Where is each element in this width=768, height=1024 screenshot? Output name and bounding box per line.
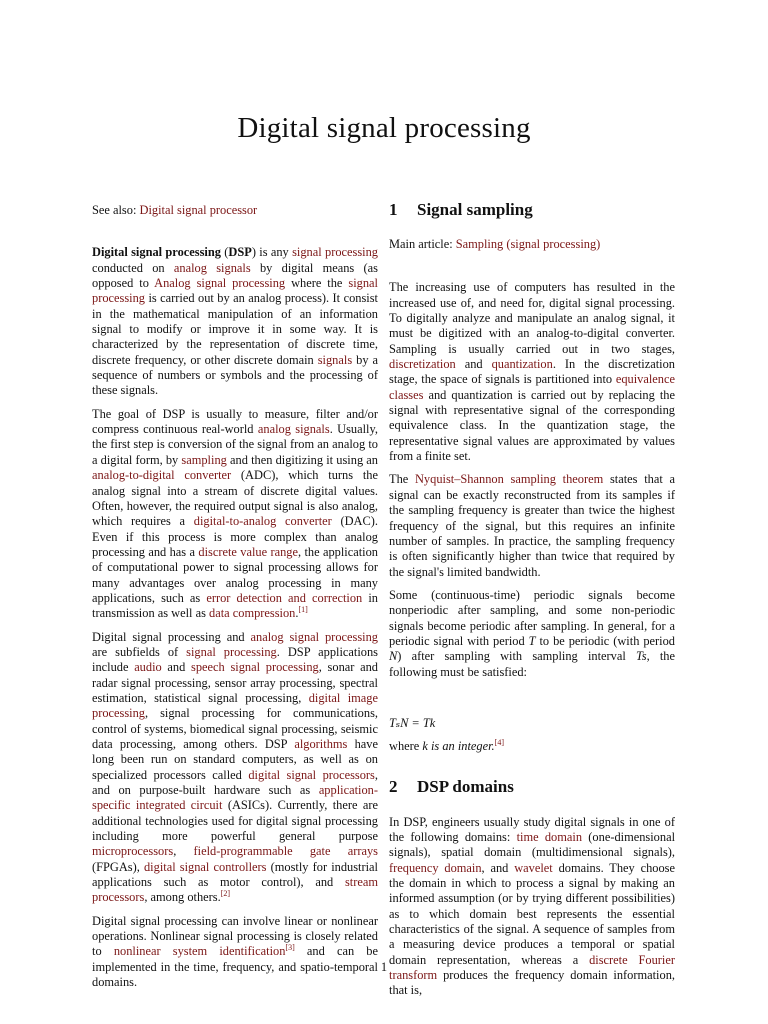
inline-link[interactable]: digital signal controllers [143,859,267,874]
text-run: (mostly for industrial applications such as motor control), and [92,859,378,890]
bold-term: Digital signal processing [92,245,221,260]
inline-link[interactable]: discrete value range [198,544,298,559]
citation-link[interactable]: [1] [298,605,308,615]
inline-link[interactable]: digital signal processors [248,767,375,782]
sampling-paragraph [389,280,675,464]
inline-link[interactable]: frequency domain [389,860,482,875]
citation-link[interactable]: [3] [285,943,295,953]
inline-link[interactable]: data compression [209,606,296,621]
text-run: by digital means (as opposed to [92,260,378,291]
text-run: . Usually, the first step is conversion of the signal from an analog to a digital form, by [92,422,378,467]
text-run: (DAC). Even if this process is more complex than analog processing and has a [92,514,378,559]
text-run: , and [481,860,515,875]
text-run: in transmission as well as [92,590,378,621]
text-run: . [295,606,299,621]
text-run: Some (continuous-time) periodic signals become nonperiodic after sampling, and some non-periodic signals become periodic after sampling. In general, for a periodic signal with period [389,587,675,648]
nyquist-paragraph [389,472,675,579]
see-also-prefix: See also: [92,203,140,217]
text-run: (FPGAs), [92,859,144,874]
text-run: and [161,660,192,675]
text-run: The increasing use of computers has resulted in the increased use of, and need for, digital signal processing. To digitally analyze and manipulate an analog signal, it must be digitized with an analog-to-digital converter. Sampling is usually carried out in two stages, [389,280,675,356]
inline-link[interactable]: signals [317,352,353,367]
text-run: ) is any [251,245,293,260]
section-title: DSP domains [417,776,514,796]
inline-link[interactable]: nonlinear system identification [113,944,286,959]
inline-link[interactable]: time domain [516,829,583,844]
text-run: to be periodic (with period [535,633,675,648]
italic-text: T [528,633,536,648]
inline-link[interactable]: error detection and correction [206,590,363,605]
inline-link[interactable]: signal processing [92,276,378,306]
inline-link[interactable]: signal processing [292,245,378,260]
inline-link[interactable]: digital image processing [92,690,378,721]
citation-link[interactable]: [2] [220,889,231,899]
text-run: and then digitizing it using an [226,452,378,467]
section-number: 2 [389,776,398,796]
inline-link[interactable]: application-specific integrated circuit [92,783,378,813]
text-run: where [389,739,423,754]
right-column [389,200,675,1007]
inline-link[interactable]: discrete Fourier transform [389,952,675,983]
italic-text: N [389,649,398,664]
text-run: , signal processing for communications, control of systems, biomedical signal processing, seismic data processing, among others. DSP [92,706,378,751]
text-run: and can be implemented in the time, frequency, and spatio-temporal domains. [92,944,378,990]
inline-link[interactable]: quantization [491,357,553,372]
inline-link[interactable]: analog-to-digital converter [92,468,232,483]
text-run: The [389,472,415,487]
text-run: states that a signal can be exactly reconstructed from its samples if the sampling frequency is greater than twice the highest frequency of the signal, but this requires an infinite number of samples. In practice, the sampling frequency is often significantly higher than twice that required by the signal's limited bandwidth. [389,472,675,579]
text-run: Digital signal processing and [92,629,251,644]
text-run: are subfields of [92,644,187,659]
text-run: have long been run on standard computers, as well as on specialized processors called [92,737,378,782]
citation-link[interactable]: [4] [494,738,504,748]
text-run: , the application of computational power to signal processing allows for many advantages over analog processing in many applications, such as [92,544,378,605]
section-heading-signal-sampling [389,200,675,220]
inline-link[interactable]: equivalence classes [389,372,675,402]
text-run: domains. They choose the domain in which to process a signal by making an informed assumption (or by trying different possibilities) as to which domain best represents the essential characteristics of the signal. A sequence of samples from a measuring device produces a temporal or spatial domain representation, whereas a [389,860,675,967]
text-run: by a sequence of numbers or symbols and the processing of these signals. [92,352,378,398]
integer-note [389,739,675,754]
inline-link[interactable]: stream processors [92,875,378,905]
italic-text: k is an integer. [422,739,495,754]
text-run: and [455,357,492,372]
inline-link[interactable]: sampling [181,452,227,467]
text-run: . In the discretization stage, the space of signals is partitioned into [389,357,675,387]
inline-link[interactable]: analog signals [257,422,330,437]
text-run: conducted on [92,260,174,275]
section-number: 1 [389,200,398,219]
text-run: . DSP applications include [92,644,378,675]
inline-link[interactable]: Nyquist–Shannon sampling theorem [414,472,604,487]
left-column [92,203,378,999]
inline-link[interactable]: discretization [389,357,456,372]
page-title: Digital signal processing [237,112,531,144]
text-run: is carried out by an analog process). It consist in the mathematical manipulation of an information signal to modify or improve it in some way. It is characterized by the representation of discrete time, discrete frequency, or other discrete domain [92,291,378,367]
inline-link[interactable]: field-programmable gate arrays [193,844,378,859]
dsp-goal-paragraph [92,407,378,622]
page-number: 1 [380,960,388,974]
inline-link[interactable]: algorithms [294,737,348,751]
text-run: where the [285,276,349,291]
text-run: , and on purpose-built hardware such as [92,767,378,798]
periodic-paragraph [389,588,675,680]
see-also-link[interactable]: Digital signal processor [139,203,258,217]
main-article-prefix: Main article: [389,237,456,251]
inline-link[interactable]: microprocessors [92,844,174,859]
inline-link[interactable]: audio [134,660,162,675]
text-run: produces the frequency domain information, that is, [389,968,675,998]
sampling-formula: TₛN = Tk [389,715,436,730]
intro-paragraph [92,245,378,398]
see-also-note [92,203,378,218]
main-article-link[interactable]: Sampling (signal processing) [455,237,601,251]
text-run: (ASICs). Currently, there are additional technologies used for digital signal processing including more powerful general purpose [92,798,378,844]
inline-link[interactable]: digital-to-analog converter [193,514,332,529]
text-run: , [173,844,194,859]
inline-link[interactable]: speech signal processing [191,660,319,675]
inline-link[interactable]: Analog signal processing [154,276,286,291]
text-run: ( [220,245,229,260]
inline-link[interactable]: signal processing [186,644,277,659]
section-title: Signal sampling [417,200,533,219]
text-run: In DSP, engineers usually study digital signals in one of the following domains: [389,814,675,844]
italic-text: Ts [635,649,647,664]
text-run: (one-dimensional signals), spatial domain (multidimensional signals), [389,829,676,860]
section-heading-dsp-domains [389,777,675,797]
text-run: The goal of DSP is usually to measure, filter and/or compress continuous real-world [92,406,378,437]
nonlinear-paragraph [92,914,378,991]
bold-term: DSP [228,245,252,260]
dsp-applications-paragraph [92,630,378,906]
main-article-note [389,220,675,252]
text-run: and quantization is carried out by replacing the signal with representative signal of the corresponding equivalence class. In the quantization stage, the representative signal values are approximated by values from a finite set. [389,387,675,464]
inline-link[interactable]: analog signals [173,260,251,275]
text-run: (ADC), which turns the analog signal into a stream of discrete digital values. Often, however, the required output signal is also analog, which requires a [92,468,378,529]
inline-link[interactable]: wavelet [514,860,553,875]
inline-link[interactable]: analog signal processing [250,629,378,644]
text-run: , among others. [144,890,221,905]
text-run: , the following must be satisfied: [389,649,675,679]
text-run: , sonar and radar signal processing, sensor array processing, spectral estimation, statistical signal processing, [92,660,378,705]
text-run: Digital signal processing can involve linear or nonlinear operations. Nonlinear signal processing is closely related to [92,913,378,959]
text-run: ) after sampling with sampling interval [397,649,636,664]
